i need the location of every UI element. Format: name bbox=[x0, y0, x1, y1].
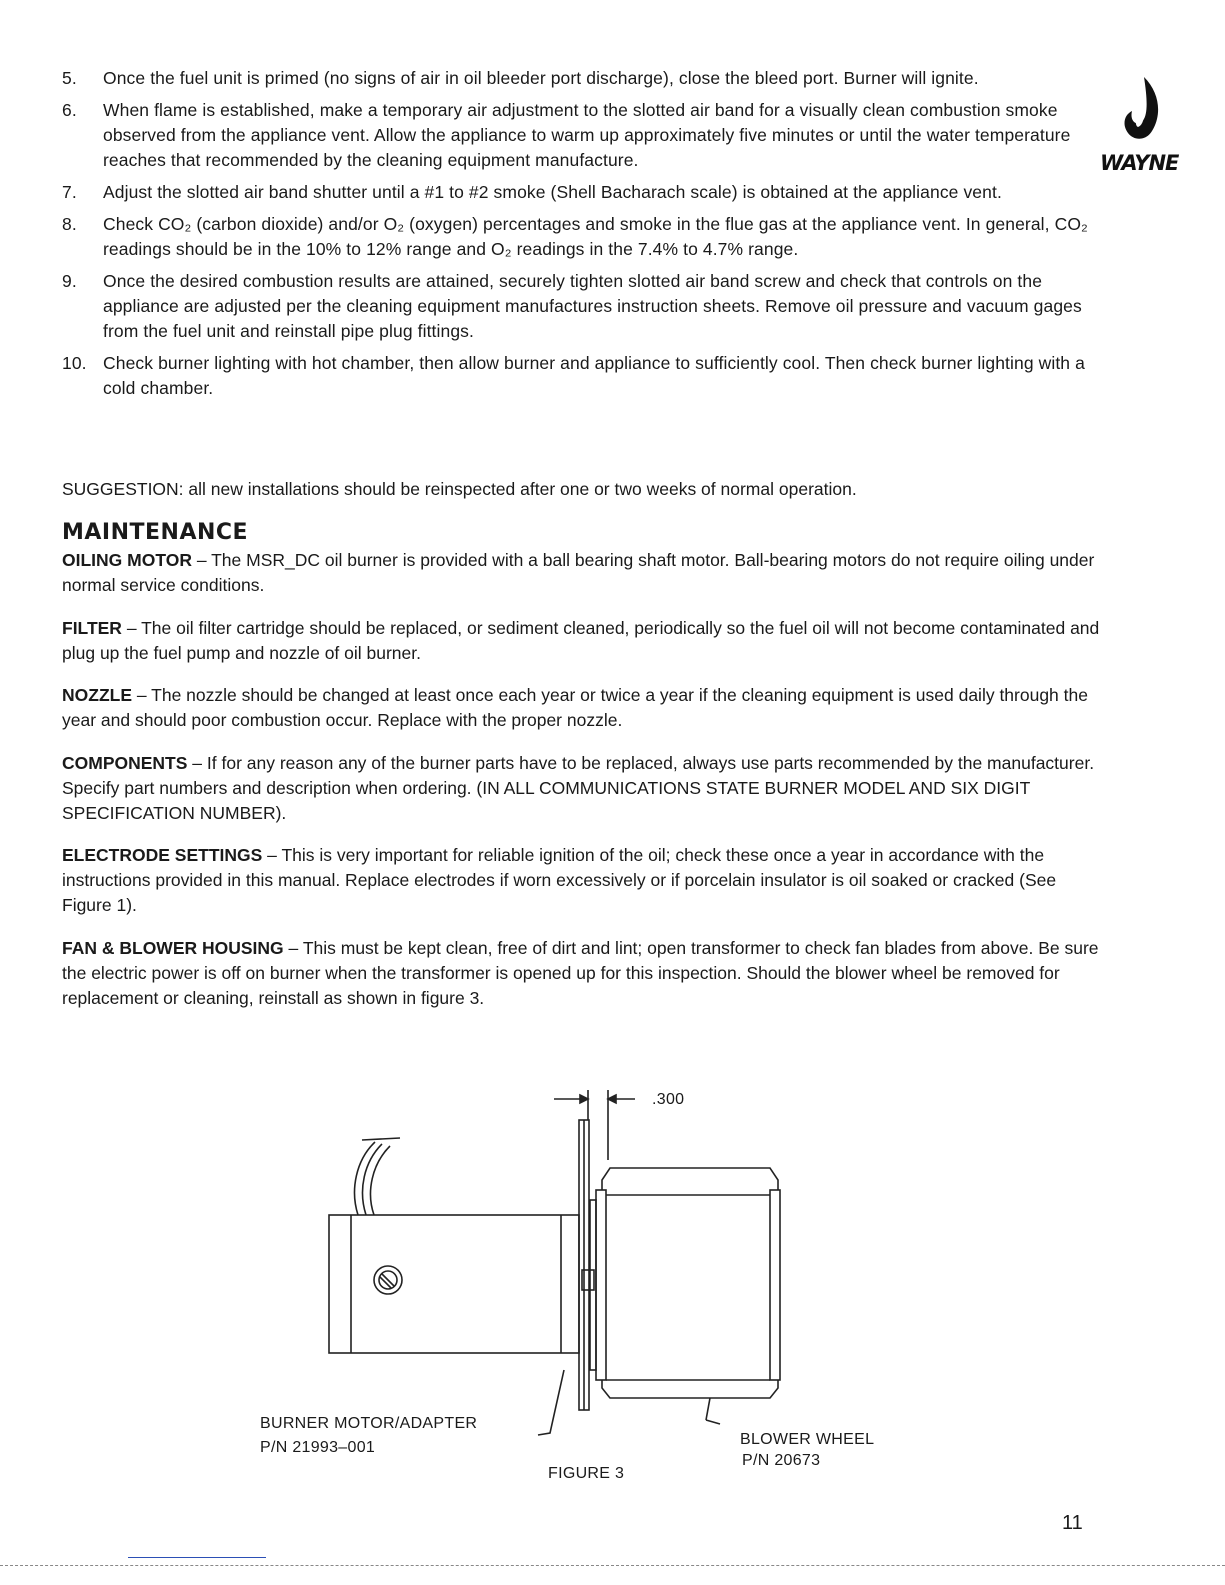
step-item bbox=[62, 66, 1102, 91]
suggestion-note: SUGGESTION: all new installations should be reinspected after one or two weeks of normal operation. bbox=[62, 479, 857, 499]
paragraph-text: – This is very important for reliable ignition of the oil; check these once a year in accordance with the instructions provided in this manual. Replace electrodes if worn excessively or if porcelain insulator is oil soaked or cracked (See Figure 1). bbox=[62, 845, 1057, 915]
maintenance-paragraph bbox=[62, 936, 1102, 1011]
maintenance-paragraph bbox=[62, 616, 1102, 666]
maintenance-paragraph bbox=[62, 751, 1102, 826]
step-number: 5. bbox=[62, 68, 77, 88]
footer-rule bbox=[128, 1557, 266, 1558]
procedure-steps bbox=[62, 66, 1102, 408]
maintenance-paragraph bbox=[62, 548, 1102, 598]
blower-wheel-label: BLOWER WHEEL bbox=[740, 1431, 875, 1448]
step-number: 6. bbox=[62, 100, 77, 120]
paragraph-text: – If for any reason any of the burner parts have to be replaced, always use parts recommended by the manufacturer. Specify part numbers and description when ordering. (IN ALL COMMUNICATIONS STATE BURNER MODEL AND SIX DIGIT SPECIFICATION NUMBER). bbox=[62, 752, 1095, 823]
step-text: Once the fuel unit is primed (no signs of air in oil bleeder port discharge), close the bleed port. Burner will ignite. bbox=[103, 68, 979, 88]
step-number: 7. bbox=[62, 182, 77, 202]
step-item bbox=[62, 98, 1102, 173]
paragraph-text: – The nozzle should be changed at least once each year or twice a year if the cleaning equipment is used daily through the year and should poor combustion occur. Replace with the proper nozzle. bbox=[62, 685, 1088, 730]
motor-adapter-pn: P/N 21993–001 bbox=[260, 1439, 376, 1456]
motor-adapter-label: BURNER MOTOR/ADAPTER bbox=[260, 1415, 478, 1432]
flame-logo-icon bbox=[1100, 75, 1176, 155]
step-number: 9. bbox=[62, 271, 77, 291]
step-item bbox=[62, 180, 1102, 205]
page-edge-rule bbox=[0, 1565, 1225, 1566]
step-number: 10. bbox=[62, 353, 87, 373]
blower-wheel-pn: P/N 20673 bbox=[742, 1452, 821, 1469]
step-item bbox=[62, 212, 1102, 262]
paragraph-label: COMPONENTS bbox=[62, 752, 188, 773]
paragraph-label: FILTER bbox=[62, 617, 122, 638]
maintenance-paragraph bbox=[62, 843, 1102, 918]
paragraph-label: FAN & BLOWER HOUSING bbox=[62, 937, 284, 958]
step-text: When flame is established, make a temporary air adjustment to the slotted air band for a visually clean combustion smoke observed from the appliance vent. Allow the appliance to warm up approximately five minutes or until the water temperature reaches that recommended by the cleaning equipment manufacture. bbox=[103, 100, 1071, 170]
paragraph-label: ELECTRODE SETTINGS bbox=[62, 845, 263, 865]
step-text: Check burner lighting with hot chamber, then allow burner and appliance to sufficiently cool. Then check burner lighting with a cold chamber. bbox=[103, 353, 1085, 398]
figure-3 bbox=[230, 1080, 950, 1500]
figure-caption: FIGURE 3 bbox=[548, 1465, 625, 1482]
step-text: Once the desired combustion results are attained, securely tighten slotted air band screw and check that controls on the appliance are adjusted per the cleaning equipment manufactures instruction sheets. Remove oil pressure and vacuum gages from the fuel unit and reinstall pipe plug fittings. bbox=[103, 271, 1082, 341]
step-number: 8. bbox=[62, 214, 77, 234]
logo-wordmark: WAYNE bbox=[1100, 151, 1179, 175]
step-item bbox=[62, 269, 1102, 344]
dimension-label: .300 bbox=[652, 1091, 685, 1108]
step-text: Adjust the slotted air band shutter until a #1 to #2 smoke (Shell Bacharach scale) is obtained at the appliance vent. bbox=[103, 182, 1002, 202]
maintenance-heading: MAINTENANCE bbox=[62, 520, 249, 545]
paragraph-text: – This must be kept clean, free of dirt and lint; open transformer to check fan blades from above. Be sure the electric power is off on burner when the transformer is opened up for this inspection. Should the blower wheel be removed for replacement or cleaning, reinstall as shown in figure 3. bbox=[62, 937, 1099, 1008]
paragraph-text: – The oil filter cartridge should be replaced, or sediment cleaned, periodically so the fuel oil will not become contaminated and plug up the fuel pump and nozzle of oil burner. bbox=[62, 617, 1100, 663]
maintenance-paragraph bbox=[62, 683, 1102, 733]
page-number: 11 bbox=[1062, 1512, 1083, 1534]
maintenance-section bbox=[62, 548, 1102, 1021]
wayne-logo bbox=[1100, 75, 1179, 185]
step-text: Check CO₂ (carbon dioxide) and/or O₂ (oxygen) percentages and smoke in the flue gas at the appliance vent. In general, CO₂ readings should be in the 10% to 12% range and O₂ readings in the 7.4% to 4.7% range. bbox=[103, 214, 1088, 259]
step-item bbox=[62, 351, 1102, 401]
paragraph-label: OILING MOTOR bbox=[62, 550, 192, 570]
paragraph-text: – The MSR_DC oil burner is provided with a ball bearing shaft motor. Ball-bearing motors do not require oiling under normal service conditions. bbox=[62, 550, 1095, 595]
paragraph-label: NOZZLE bbox=[62, 685, 132, 705]
